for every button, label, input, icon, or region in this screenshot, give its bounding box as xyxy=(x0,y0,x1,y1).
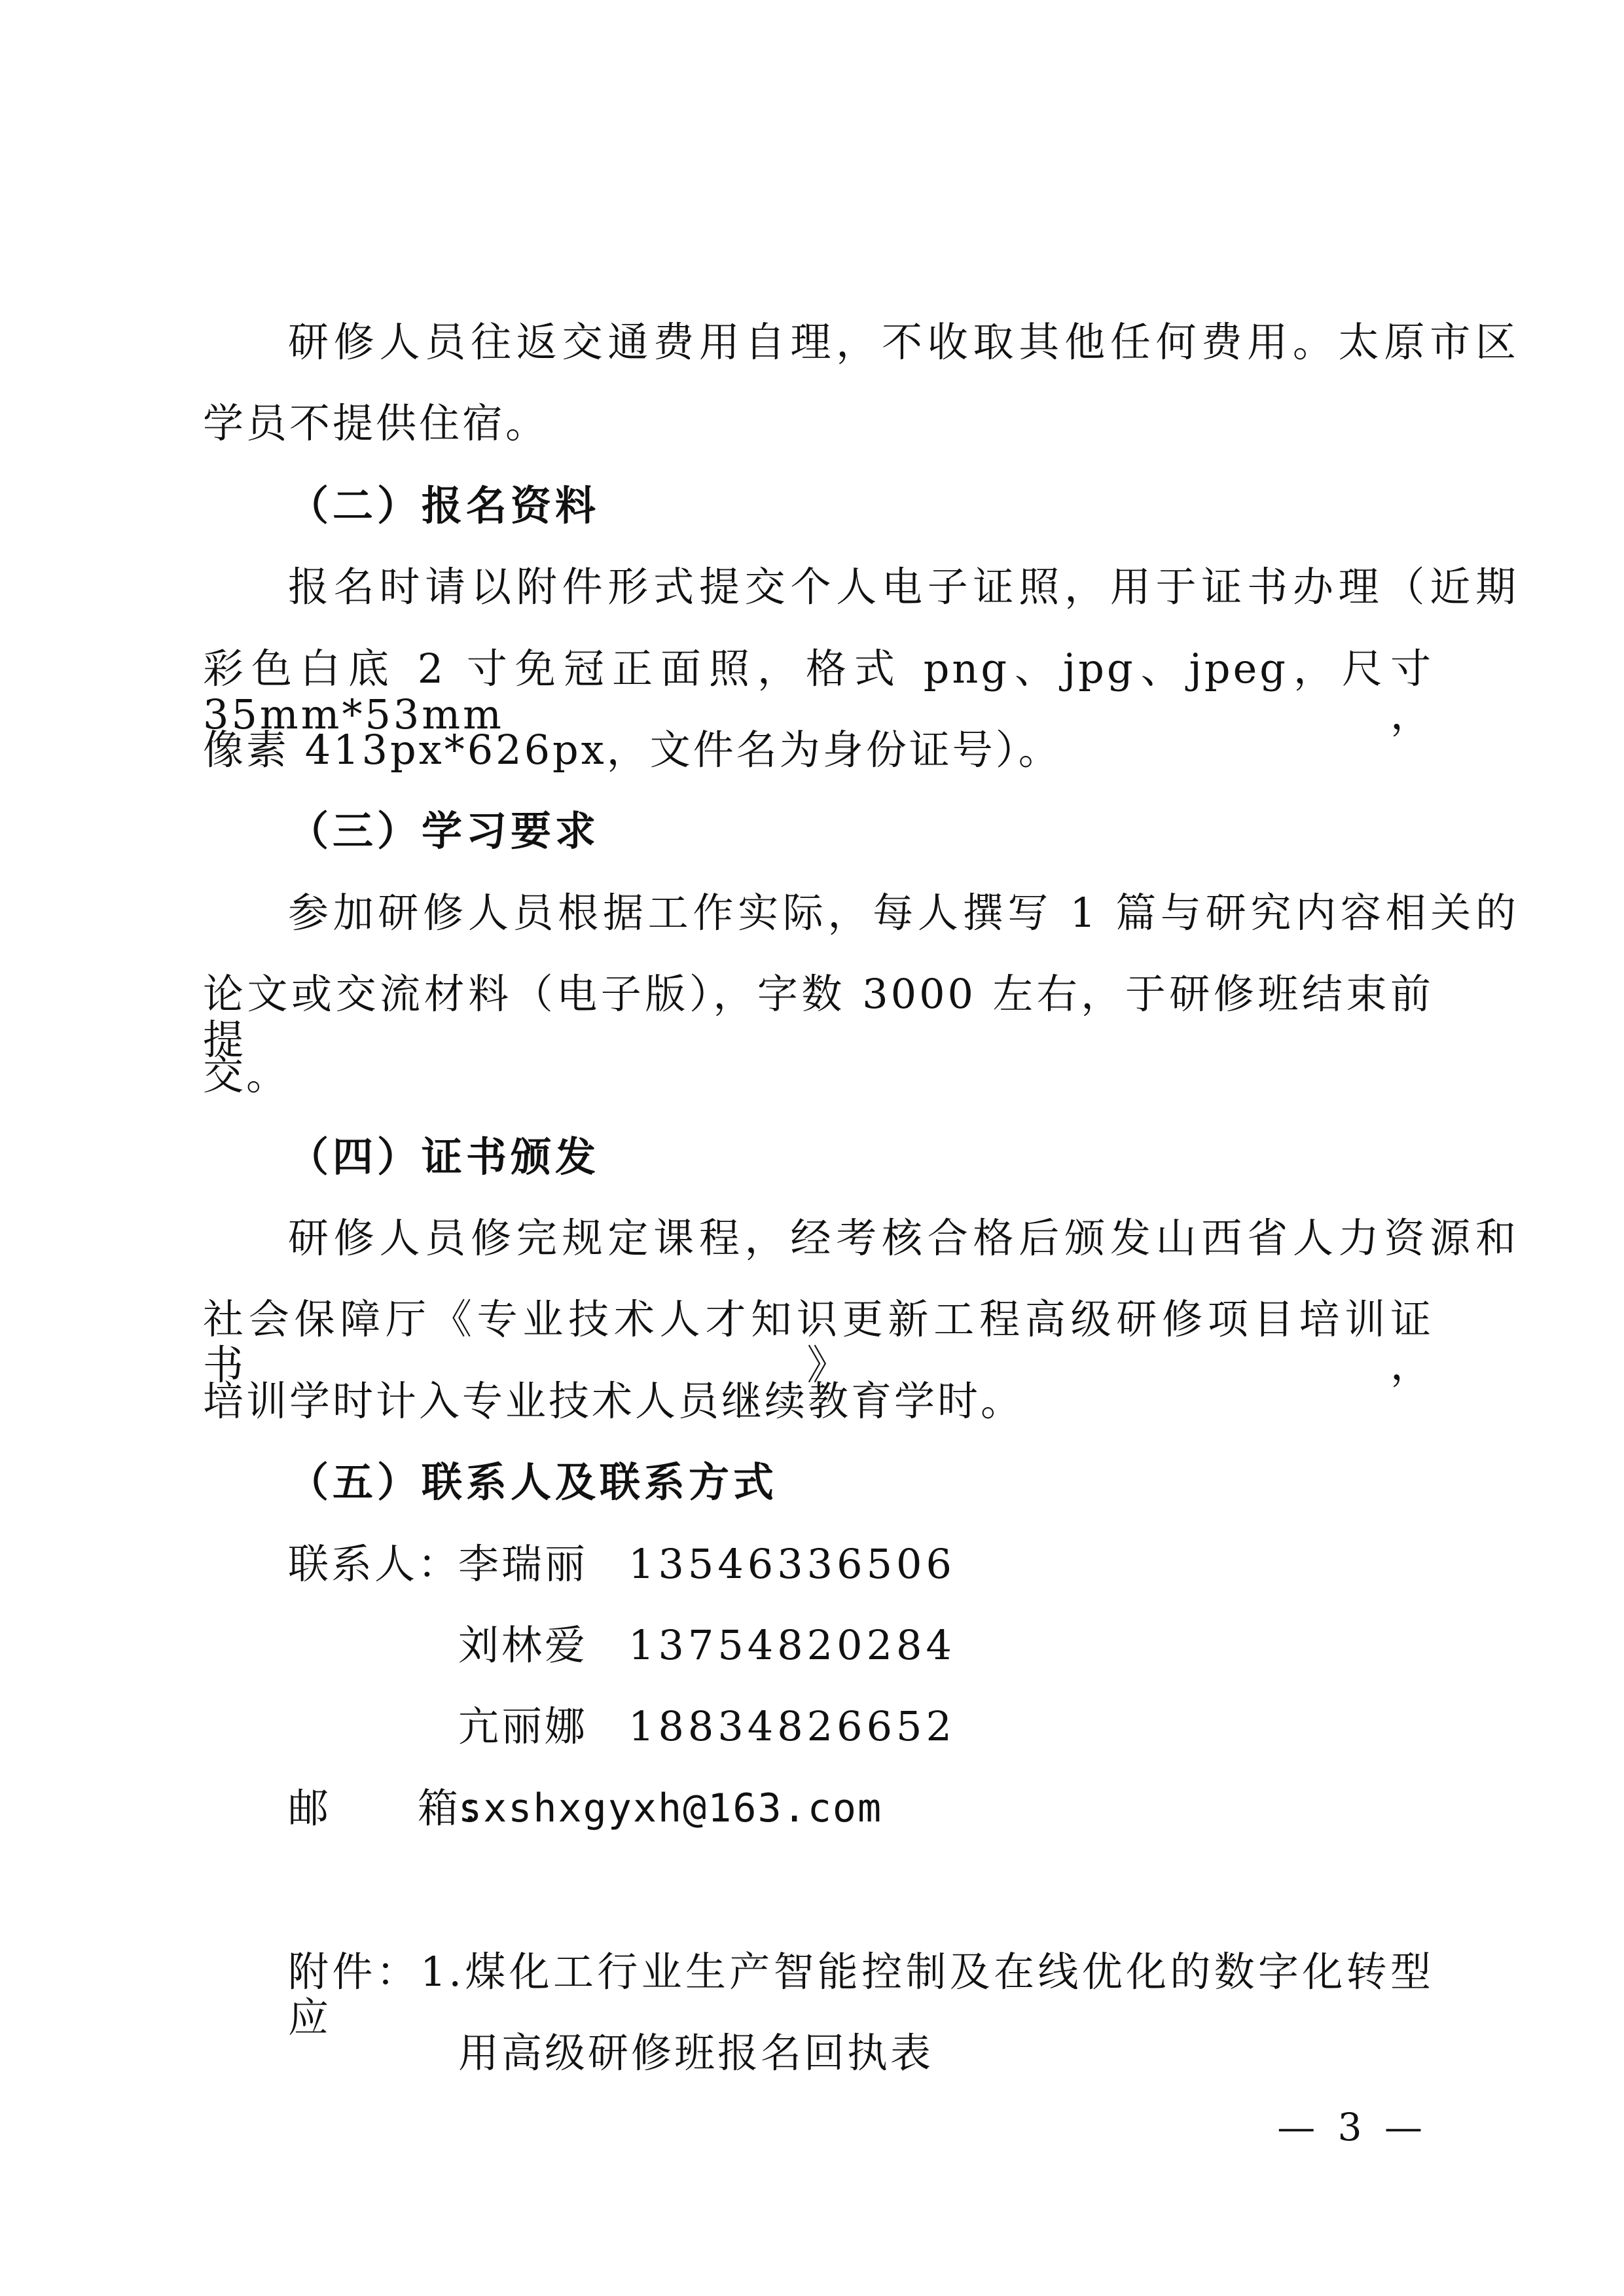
contact-name: 亢丽娜 xyxy=(458,1702,588,1750)
paragraph-line: 像素 413px*626px，文件名为身份证号）。 xyxy=(203,726,1062,774)
contact-name: 李瑞丽 xyxy=(458,1540,588,1588)
section-heading: （二）报名资料 xyxy=(288,482,600,529)
paragraph-line: 研修人员往返交通费用自理，不收取其他任何费用。太原市区 xyxy=(288,318,1519,366)
contact-name: 刘林爱 xyxy=(458,1621,588,1669)
paragraph-line: 培训学时计入专业技术人员继续教育学时。 xyxy=(203,1377,1024,1425)
contact-phone: 13546336506 xyxy=(628,1540,956,1588)
contact-phone: 18834826652 xyxy=(628,1702,956,1750)
section-heading: （四）证书颁发 xyxy=(288,1133,600,1181)
email-address: sxshxgyxh@163.com xyxy=(458,1785,883,1831)
paragraph-line: 彩色白底 2 寸免冠正面照，格式 png、jpg、jpeg，尺寸 35mm*53mm， xyxy=(203,645,1434,738)
section-heading: （三）学习要求 xyxy=(288,807,600,855)
paragraph-line: 交。 xyxy=(203,1051,290,1099)
attachment-line: 附件：1.煤化工行业生产智能控制及在线优化的数字化转型应 xyxy=(288,1948,1434,2041)
paragraph-line: 研修人员修完规定课程，经考核合格后颁发山西省人力资源和 xyxy=(288,1214,1519,1262)
email-label: 邮 箱： xyxy=(288,1784,505,1832)
paragraph-line: 社会保障厅《专业技术人才知识更新工程高级研修项目培训证书》， xyxy=(203,1295,1434,1389)
paragraph-line: 报名时请以附件形式提交个人电子证照，用于证书办理（近期 xyxy=(288,563,1519,611)
paragraph-line: 论文或交流材料（电子版），字数 3000 左右，于研修班结束前提 xyxy=(203,970,1434,1064)
section-heading: （五）联系人及联系方式 xyxy=(288,1458,778,1506)
page-number: — 3 — xyxy=(1277,2105,1428,2149)
contact-phone: 13754820284 xyxy=(628,1621,956,1669)
contact-label: 联系人： xyxy=(288,1540,461,1588)
attachment-line: 用高级研修班报名回执表 xyxy=(458,2029,934,2077)
paragraph-line: 学员不提供住宿。 xyxy=(203,399,549,447)
paragraph-line: 参加研修人员根据工作实际，每人撰写 1 篇与研究内容相关的 xyxy=(288,889,1519,937)
